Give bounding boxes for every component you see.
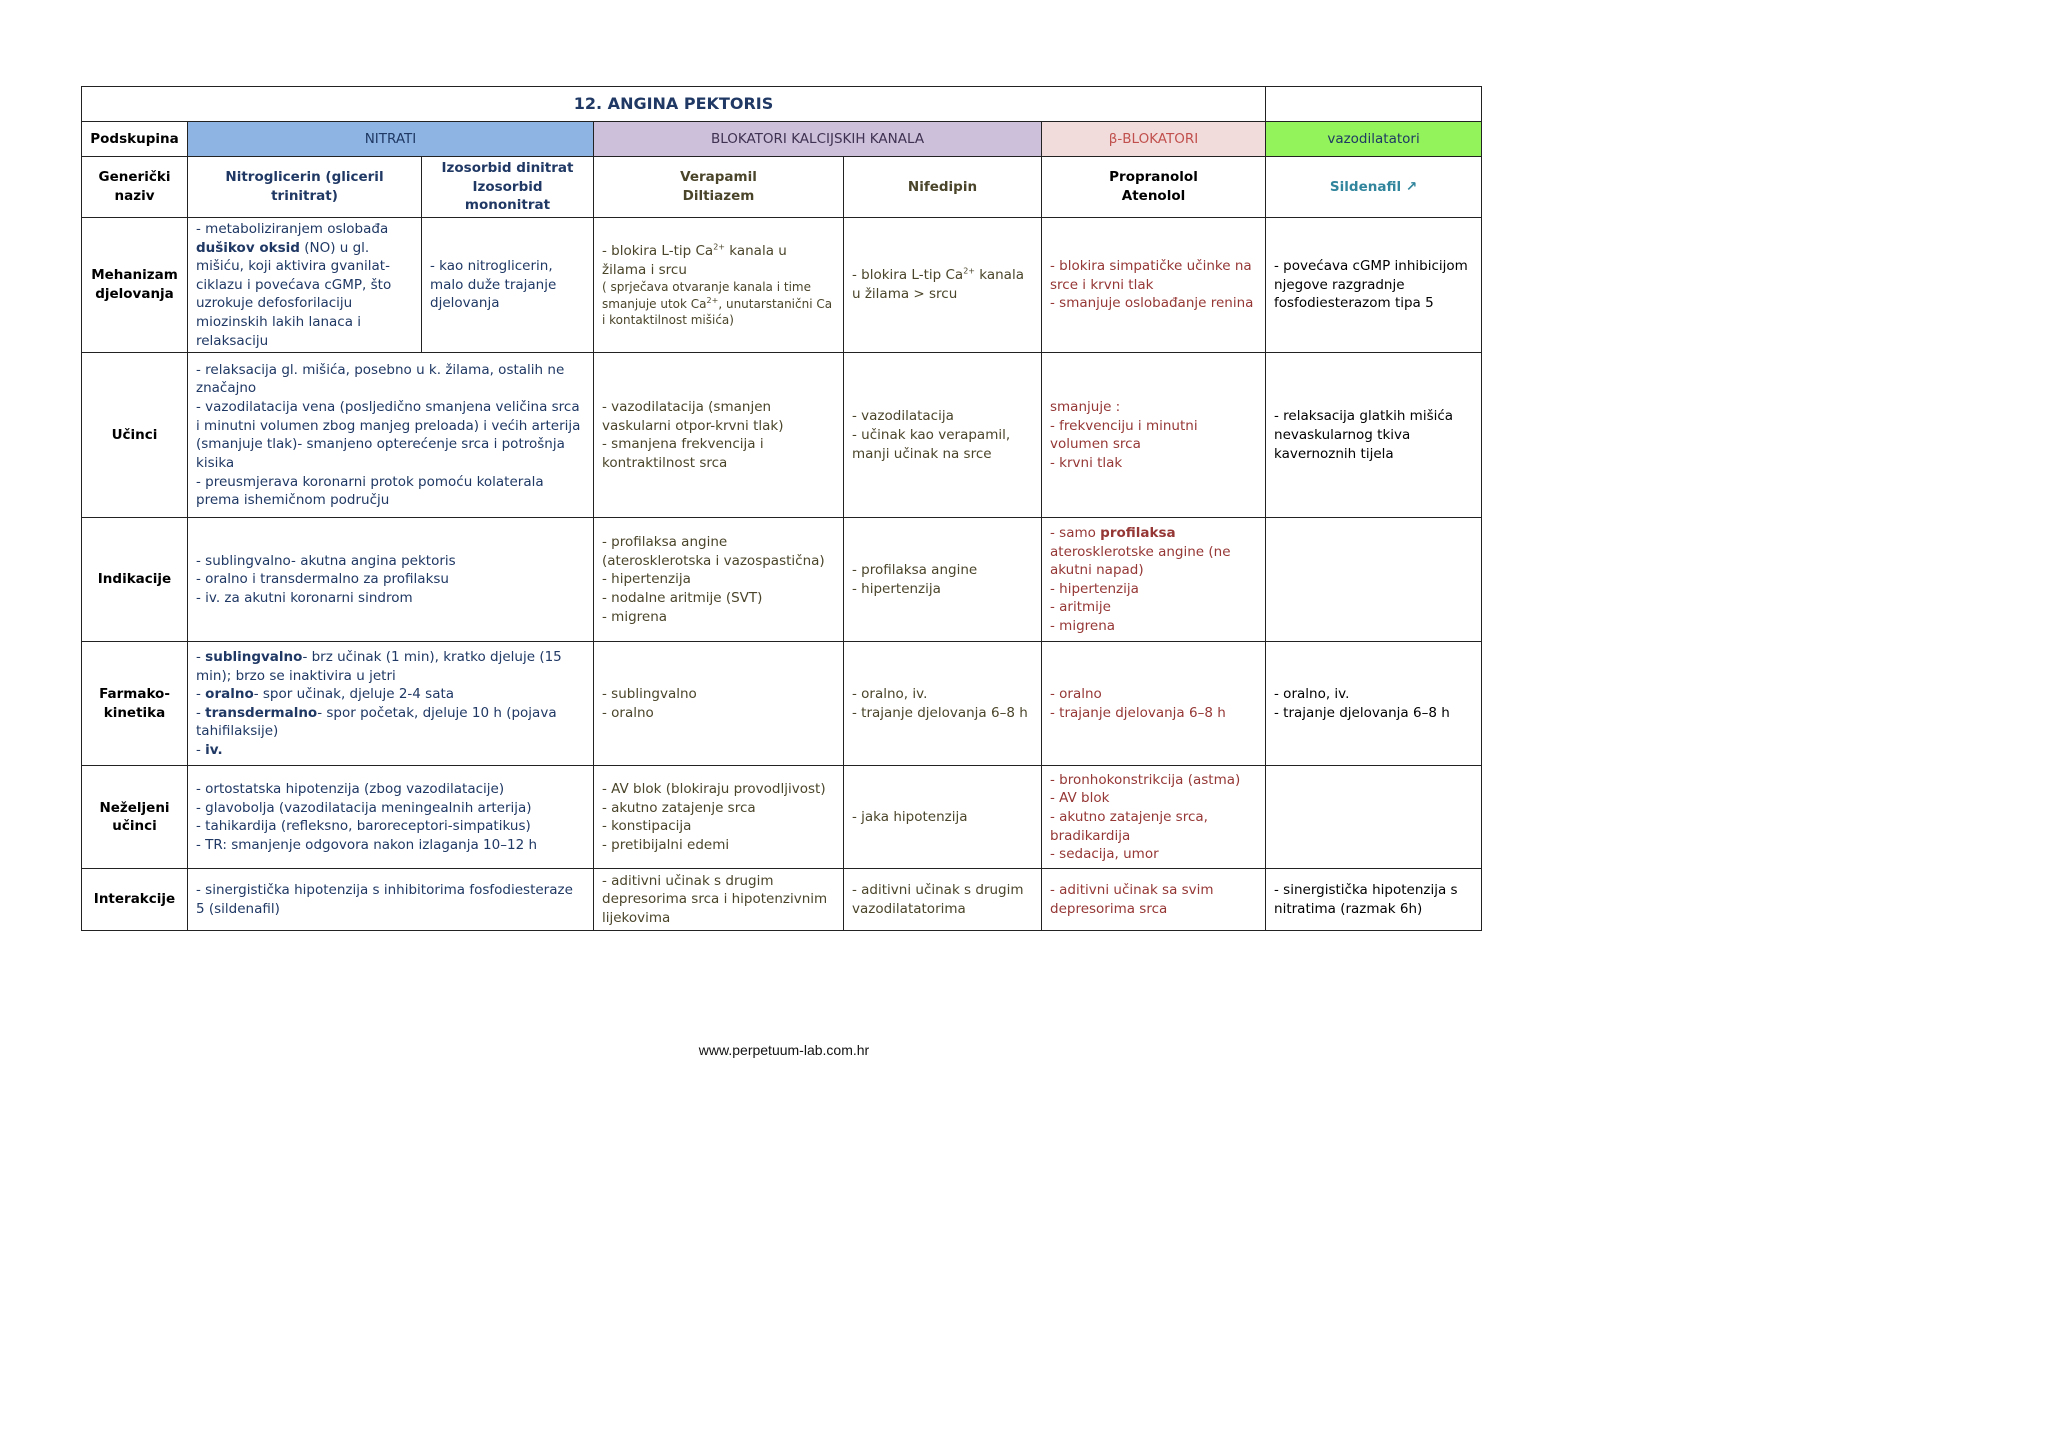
pharmacokinetics-sildenafil (1266, 642, 1482, 766)
pk-nit-2 (196, 685, 585, 704)
indications-nit-1: - sublingvalno- akutna angina pektoris (196, 552, 456, 569)
generic-sildenafil-link[interactable]: Sildenafil ↗ (1266, 157, 1482, 218)
mechanism-izo: - kao nitroglicerin, malo duže trajanje djelovanja (422, 217, 594, 352)
pk-beta-1: - oralno (1050, 686, 1102, 703)
pk-nit-1-text: - brz učinak (1 min), kratko djeluje (15 min); brzo se inaktivira u jetri (196, 648, 562, 684)
generic-izo-line2: Izosorbid mononitrat (464, 178, 551, 214)
indications-nife-1: - profilaksa angine (852, 562, 978, 579)
adverse-nit-2: - glavobolja (vazodilatacija meningealnih arterija) (196, 799, 532, 816)
pk-nife-2: - trajanje djelovanja 6–8 h (852, 704, 1028, 721)
pharmacokinetics-label-2: kinetika (103, 704, 166, 721)
mechanism-label-line2: djelovanja (95, 286, 174, 303)
effects-verapamil (594, 353, 844, 518)
effects-label: Učinci (82, 353, 188, 518)
adverse-beta-3: - akutno zatajenje srca, bradikardija (1050, 808, 1208, 844)
indications-nit-3: - iv. za akutni koronarni sindrom (196, 590, 413, 607)
pharmacokinetics-label-1: Farmako- (99, 686, 170, 703)
pk-vera-2: - oralno (602, 704, 654, 721)
effects-vera-1: - vazodilatacija (smanjen vaskularni otpor-krvni tlak) (602, 399, 784, 434)
effects-beta-1: smanjuje : (1050, 399, 1121, 415)
pk-nit-2-bold: oralno (205, 686, 254, 703)
mechanism-vera-b: kanala u žilama i srcu (602, 243, 787, 278)
adverse-label-2: učinci (112, 818, 157, 835)
mechanism-beta (1042, 217, 1266, 352)
nitrati-header: NITRATI (188, 122, 594, 157)
title-empty-cell (1266, 87, 1482, 122)
mechanism-vera-a: - blokira L-tip Ca (602, 243, 714, 260)
indications-nife-2: - hipertenzija (852, 580, 941, 597)
adverse-verapamil (594, 766, 844, 869)
indications-vera-1: - profilaksa angine (aterosklerotska i vazospastična) (602, 534, 825, 569)
angina-table (81, 86, 1482, 931)
mechanism-nife-a: - blokira L-tip Ca (852, 267, 964, 284)
adverse-beta-2: - AV blok (1050, 790, 1110, 807)
generic-nifedipin: Nifedipin (844, 157, 1042, 218)
pk-nit-1-dash: - (196, 648, 206, 665)
mechanism-beta-1: - blokira simpatičke učinke na srce i krvni tlak (1050, 258, 1252, 293)
bkk-header: BLOKATORI KALCIJSKIH KANALA (594, 122, 1042, 157)
pk-nit-3-text: - spor početak, djeluje 10 h (pojava tahifilaksije) (196, 704, 557, 740)
pk-sild-2: - trajanje djelovanja 6–8 h (1274, 704, 1450, 721)
generic-izo-line1: Izosorbid dinitrat (441, 160, 574, 176)
indications-beta (1042, 518, 1266, 642)
adverse-nit-4: - TR: smanjenje odgovora nakon izlaganja 10–12 h (196, 836, 538, 853)
pk-nit-2-text: - spor učinak, djeluje 2-4 sata (253, 686, 455, 703)
vazo-header: vazodilatatori (1266, 122, 1482, 157)
generic-prop-line1: Propranolol (1109, 169, 1198, 186)
pk-nife-1: - oralno, iv. (852, 686, 928, 703)
effects-nit-2: - vazodilatacija vena (posljedično smanjena veličina srca i minutni volumen zbog manjeg preloada) i većih arterija (smanjuje tlak)- smanjeno opterećenje srca i potrošnja kisika (196, 399, 581, 471)
pk-nit-4-bold: iv. (205, 742, 223, 758)
generic-vera-line2: Diltiazem (682, 187, 755, 204)
adverse-row (82, 766, 1482, 869)
subgroup-row (82, 122, 1482, 157)
generic-label-line1: Generički (98, 169, 171, 186)
effects-beta-3: - krvni tlak (1050, 454, 1123, 471)
generic-izo (422, 157, 594, 218)
mechanism-beta-2: - smanjuje oslobađanje renina (1050, 295, 1254, 312)
page-title: 12. ANGINA PEKTORIS (82, 87, 1266, 122)
indications-sildenafil (1266, 518, 1482, 642)
adverse-nifedipin: - jaka hipotenzija (844, 766, 1042, 869)
effects-nitrati (188, 353, 594, 518)
adverse-beta-1: - bronhokonstrikcija (astma) (1050, 771, 1241, 788)
indications-row (82, 518, 1482, 642)
generic-prop-line2: Atenolol (1121, 187, 1186, 204)
effects-vera-2: - smanjena frekvencija i kontraktilnost srca (602, 436, 764, 471)
indications-label: Indikacije (82, 518, 188, 642)
pharmacokinetics-nifedipin (844, 642, 1042, 766)
adverse-beta-4: - sedacija, umor (1050, 846, 1159, 863)
effects-nife-2: - učinak kao verapamil, manji učinak na srce (852, 426, 1011, 462)
adverse-vera-1: - AV blok (blokiraju provodljivost) (602, 781, 826, 797)
adverse-vera-4: - pretibijalni edemi (602, 836, 730, 853)
mechanism-ntg-line1: - metaboliziranjem oslobađa (196, 220, 389, 237)
indications-nitrati (188, 518, 594, 642)
mechanism-nifedipin (844, 217, 1042, 352)
interactions-nifedipin: - aditivni učinak s drugim vazodilatatorima (844, 869, 1042, 931)
pharmacokinetics-nitrati (188, 642, 594, 766)
generic-propranolol (1042, 157, 1266, 218)
indications-vera-2: - hipertenzija (602, 571, 691, 588)
pk-nit-1-bold: sublingvalno (205, 648, 303, 665)
effects-nife-1: - vazodilatacija (852, 408, 954, 425)
pharmacokinetics-beta (1042, 642, 1266, 766)
mechanism-row (82, 217, 1482, 352)
indications-beta-1 (1050, 524, 1257, 580)
indications-nifedipin (844, 518, 1042, 642)
adverse-nit-1: - ortostatska hipotenzija (zbog vazodilatacije) (196, 781, 505, 797)
pk-nit-4-dash: - (196, 742, 206, 758)
pk-beta-2: - trajanje djelovanja 6–8 h (1050, 704, 1226, 721)
indications-beta-1b: aterosklerotske angine (ne akutni napad) (1050, 543, 1231, 579)
mechanism-nife-sup: 2+ (963, 266, 975, 276)
pharmacokinetics-verapamil (594, 642, 844, 766)
effects-nit-3: - preusmjerava koronarni protok pomoću kolaterala prema ishemičnom području (196, 473, 544, 509)
mechanism-label (82, 217, 188, 352)
adverse-nit-3: - tahikardija (refleksno, baroreceptori-simpatikus) (196, 818, 531, 835)
pharmacokinetics-label (82, 642, 188, 766)
indications-beta-1bold: profilaksa (1100, 524, 1176, 541)
pk-nit-1 (196, 648, 585, 685)
mechanism-label-line1: Mehanizam (91, 267, 178, 284)
adverse-beta (1042, 766, 1266, 869)
pk-sild-1: - oralno, iv. (1274, 686, 1350, 703)
mechanism-sildenafil: - povećava cGMP inhibicijom njegove razgradnje fosfodiesterazom tipa 5 (1266, 217, 1482, 352)
mechanism-vera-note-sup: 2+ (706, 295, 719, 305)
indications-beta-3: - aritmije (1050, 599, 1111, 616)
effects-row (82, 353, 1482, 518)
interactions-verapamil: - aditivni učinak s drugim depresorima srca i hipotenzivnim lijekovima (594, 869, 844, 931)
title-row (82, 87, 1482, 122)
podskupina-label: Podskupina (82, 122, 188, 157)
adverse-label (82, 766, 188, 869)
mechanism-nife-b: kanala u žilama > srcu (852, 267, 1024, 303)
indications-beta-2: - hipertenzija (1050, 580, 1139, 597)
pk-nit-3-dash: - (196, 704, 206, 721)
interactions-sildenafil: - sinergistička hipotenzija s nitratima (razmak 6h) (1266, 869, 1482, 931)
interactions-label: Interakcije (82, 869, 188, 931)
pk-nit-3 (196, 704, 585, 741)
beta-header: β-BLOKATORI (1042, 122, 1266, 157)
indications-nit-2: - oralno i transdermalno za profilaksu (196, 571, 449, 588)
mechanism-verapamil (594, 217, 844, 352)
adverse-sildenafil (1266, 766, 1482, 869)
mechanism-vera-note (602, 279, 835, 328)
adverse-nitrati (188, 766, 594, 869)
generic-label-line2: naziv (114, 187, 155, 204)
effects-sildenafil: - relaksacija glatkih mišića nevaskularnog tkiva kavernoznih tijela (1266, 353, 1482, 518)
adverse-vera-3: - konstipacija (602, 818, 692, 835)
interactions-nitrati: - sinergistička hipotenzija s inhibitorima fosfodiesteraze 5 (sildenafil) (188, 869, 594, 931)
interactions-beta: - aditivni učinak sa svim depresorima srca (1042, 869, 1266, 931)
generic-verapamil (594, 157, 844, 218)
mechanism-ntg-rest: (NO) u gl. mišiću, koji aktivira gvanilat-ciklazu i povećava cGMP, što uzrokuje defosforilaciju miozinskih lakih lanaca i relaksaciju (196, 239, 392, 349)
indications-vera-4: - migrena (602, 608, 668, 625)
adverse-label-1: Neželjeni (99, 799, 170, 816)
pk-nit-2-dash: - (196, 686, 206, 703)
mechanism-ntg-bold: dušikov oksid (196, 239, 300, 256)
pk-nit-4 (196, 741, 585, 760)
effects-beta-2: - frekvenciju i minutni volumen srca (1050, 417, 1198, 453)
mechanism-vera-note1: ( sprječava otvaranje kanala i time smanjuje utok Ca (602, 280, 811, 311)
adverse-vera-2: - akutno zatajenje srca (602, 799, 756, 816)
generic-vera-line1: Verapamil (680, 169, 757, 186)
effects-nifedipin (844, 353, 1042, 518)
pharmacokinetics-row (82, 642, 1482, 766)
pk-nit-3-bold: transdermalno (205, 704, 318, 721)
indications-vera-3: - nodalne aritmije (SVT) (602, 590, 763, 607)
effects-beta (1042, 353, 1266, 518)
footer-url[interactable]: www.perpetuum-lab.com.hr (698, 1042, 870, 1058)
indications-beta-4: - migrena (1050, 618, 1116, 634)
interactions-row (82, 869, 1482, 931)
generic-ntg: Nitroglicerin (gliceril trinitrat) (188, 157, 422, 218)
mechanism-ntg (188, 217, 422, 352)
indications-verapamil (594, 518, 844, 642)
mechanism-vera-note2: , unutarstanični Ca i kontaktilnost mišića) (602, 296, 833, 327)
pk-vera-1: - sublingvalno (602, 686, 697, 703)
effects-nit-1: - relaksacija gl. mišića, posebno u k. žilama, ostalih ne značajno (196, 361, 565, 397)
indications-beta-1a: - samo (1050, 524, 1101, 541)
mechanism-vera-sup: 2+ (713, 242, 725, 252)
generic-label (82, 157, 188, 218)
generic-row (82, 157, 1482, 218)
